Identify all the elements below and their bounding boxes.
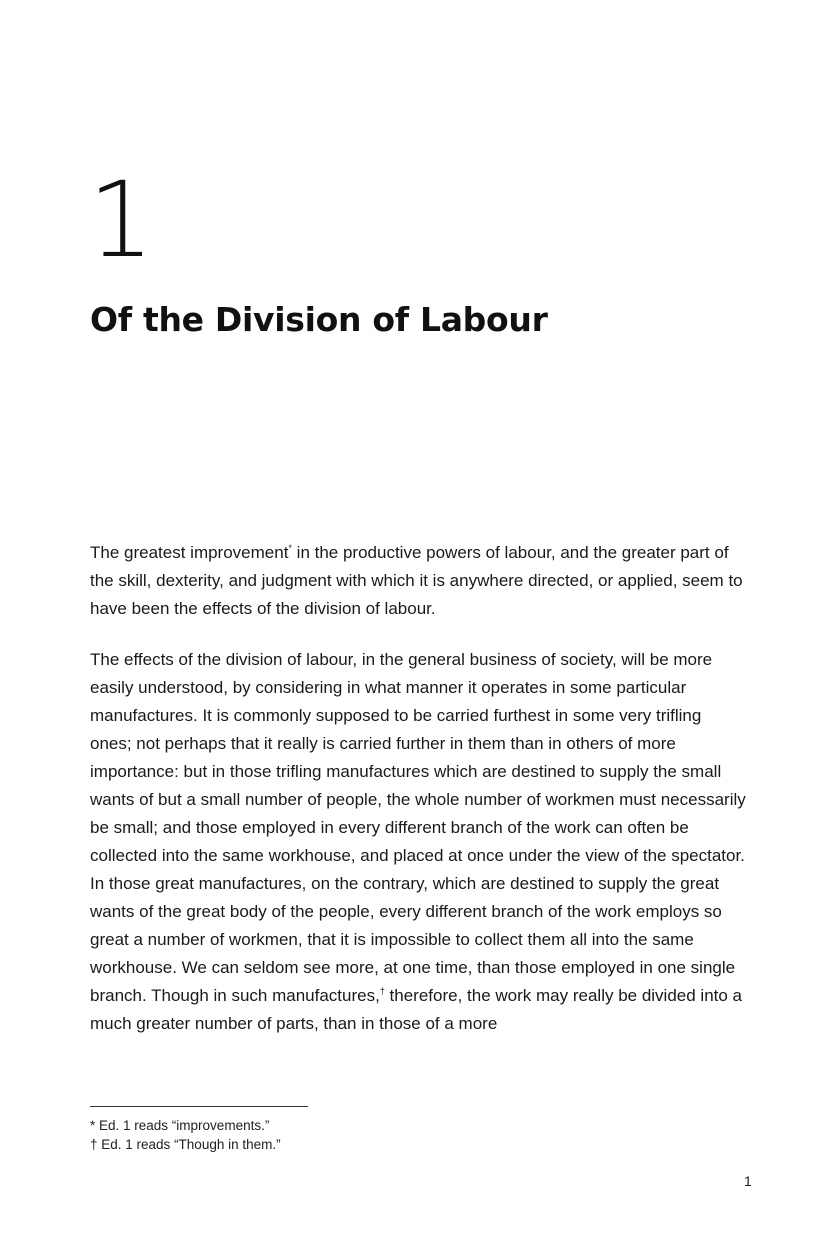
chapter-title: Of the Division of Labour bbox=[90, 300, 548, 339]
footnote-mark: † bbox=[90, 1137, 98, 1152]
footnote-divider bbox=[90, 1106, 308, 1107]
paragraph-1 bbox=[90, 539, 746, 623]
footnote-1 bbox=[90, 1116, 746, 1135]
footnote-reference: * bbox=[288, 543, 292, 553]
footnote-text: Ed. 1 reads “improvements.” bbox=[95, 1118, 270, 1133]
paragraph-text: The effects of the division of labour, in the general business of society, will be more easily understood, by considering in what manner it operates in some particular manufactures. It is commonly supposed to be carried furthest in some very trifling ones; not perhaps that it really is carried further in them than in others of more importance: but in those trifling manufactures which are destined to supply the small wants of but a small number of people, the whole number of workmen must necessarily be small; and those employed in every different branch of the work can often be collected into the same workhouse, and placed at once under the view of the spectator. In those great manufactures, on the contrary, which are destined to supply the great wants of the great body of the people, every different branch of the work employs so great a number of workmen, that it is impossible to collect them all into the same workhouse. We can seldom see more, at one time, than those employed in one single branch. Though in such manufactures, bbox=[90, 650, 746, 1005]
footnotes bbox=[90, 1116, 746, 1154]
paragraph-text: therefore, the work may really be divided into a much greater number of parts, than in those of a more bbox=[90, 986, 743, 1033]
paragraph-2 bbox=[90, 646, 746, 1038]
chapter-number: 1 bbox=[88, 159, 153, 281]
paragraph-text: in the productive powers of labour, and the greater part of the skill, dexterity, and judgment with which it is anywhere directed, or applied, seem to have been the effects of the division of labour. bbox=[90, 543, 743, 618]
page-number: 1 bbox=[744, 1173, 752, 1189]
footnote-2 bbox=[90, 1135, 746, 1154]
body-text bbox=[90, 539, 746, 1061]
footnote-mark: * bbox=[90, 1118, 96, 1133]
paragraph-text: The greatest improvement bbox=[90, 543, 289, 562]
footnote-text: Ed. 1 reads “Though in them.” bbox=[97, 1137, 281, 1152]
footnote-reference: † bbox=[379, 986, 385, 996]
